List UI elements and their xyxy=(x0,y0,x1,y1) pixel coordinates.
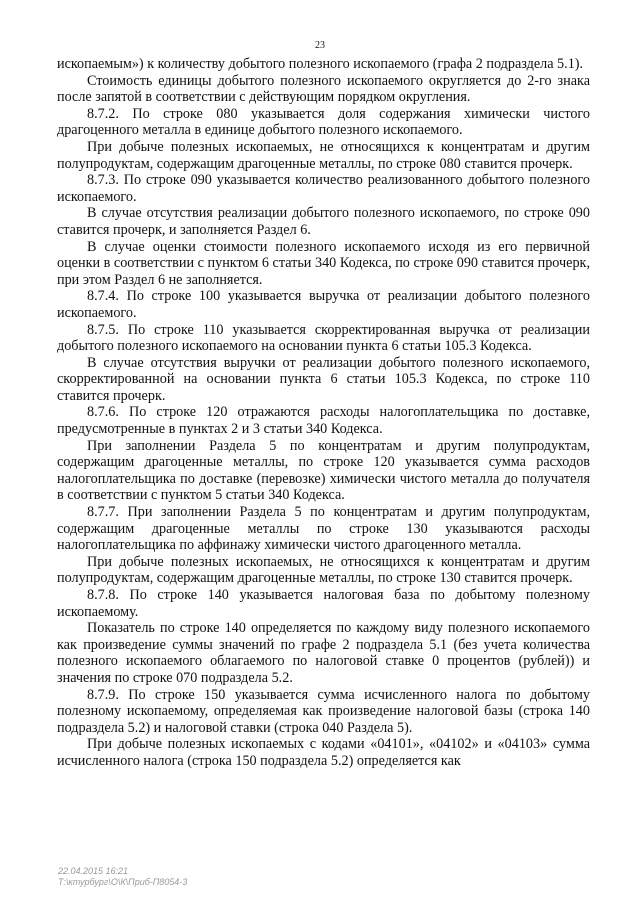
paragraph: В случае отсутствия выручки от реализации добытого полезного ископаемого, скорректированной на основании пункта 6 статьи 105.3 Кодекса, по строке 110 ставится прочерк. xyxy=(57,354,590,404)
paragraph: 8.7.3. По строке 090 указывается количество реализованного добытого полезного ископаемого. xyxy=(57,172,590,205)
paragraph: 8.7.7. При заполнении Раздела 5 по концентратам и другим полупродуктам, содержащим драгоценные металлы по строке 130 указываются расходы налогоплательщика по аффинажу химически чистого драгоценного металла. xyxy=(57,504,590,554)
footer-stamp xyxy=(58,866,187,888)
paragraph: 8.7.9. По строке 150 указывается сумма исчисленного налога по добытому полезному ископаемому, определяемая как произведение налоговой базы (строка 140 подраздела 5.2) и налоговой ставки (строка 040 Раздела 5). xyxy=(57,686,590,736)
paragraph: В случае оценки стоимости полезного ископаемого исходя из его первичной оценки в соответствии с пунктом 6 статьи 340 Кодекса, по строке 090 ставится прочерк, при этом Раздел 6 не заполняется. xyxy=(57,238,590,288)
paragraph: Стоимость единицы добытого полезного ископаемого округляется до 2-го знака после запятой в соответствии с действующим порядком округления. xyxy=(57,72,590,106)
paragraph: При добыче полезных ископаемых с кодами «04101», «04102» и «04103» сумма исчисленного налога (строка 150 подраздела 5.2) определяется как xyxy=(57,736,590,769)
footer-file-path: Т:\ктурбург\О\К\Приб-П8054-3 xyxy=(58,877,188,887)
paragraph: При добыче полезных ископаемых, не относящихся к концентратам и другим полупродуктам, содержащим драгоценные металлы, по строке 130 ставится прочерк. xyxy=(57,553,590,587)
footer-timestamp: 22.04.2015 16:21 xyxy=(58,866,129,876)
document-body xyxy=(57,56,590,770)
paragraph: ископаемым») к количеству добытого полезного ископаемого (графа 2 подраздела 5.1). xyxy=(57,56,584,72)
paragraph: 8.7.4. По строке 100 указывается выручка от реализации добытого полезного ископаемого. xyxy=(57,288,590,321)
paragraph: 8.7.8. По строке 140 указывается налоговая база по добытому полезному ископаемому. xyxy=(57,587,590,620)
paragraph: 8.7.5. По строке 110 указывается скорректированная выручка от реализации добытого полезного ископаемого на основании пункта 6 статьи 105.3 Кодекса. xyxy=(57,321,590,355)
paragraph: 8.7.6. По строке 120 отражаются расходы налогоплательщика по доставке, предусмотренные в пунктах 2 и 3 статьи 340 Кодекса. xyxy=(57,404,590,438)
paragraph: В случае отсутствия реализации добытого полезного ископаемого, по строке 090 ставится прочерк, и заполняется Раздел 6. xyxy=(57,205,590,238)
paragraph: Показатель по строке 140 определяется по каждому виду полезного ископаемого как произведение суммы значений по графе 2 подраздела 5.1 (без учета количества полезного ископаемого облагаемого по налоговой ставке 0 процентов (рублей)) и значения по строке 070 подраздела 5.2. xyxy=(57,620,590,686)
paragraph: При заполнении Раздела 5 по концентратам и другим полупродуктам, содержащим драгоценные металлы, по строке 120 указывается сумма расходов налогоплательщика по доставке (перевозке) химически чистого металла до получателя в соответствии с пунктом 5 статьи 340 Кодекса. xyxy=(57,437,590,504)
page-number: 23 xyxy=(315,40,325,51)
paragraph: При добыче полезных ископаемых, не относящихся к концентратам и другим полупродуктам, содержащим драгоценные металлы, по строке 080 ставится прочерк. xyxy=(57,138,590,172)
paragraph: 8.7.2. По строке 080 указывается доля содержания химически чистого драгоценного металла в единице добытого полезного ископаемого. xyxy=(57,105,590,139)
